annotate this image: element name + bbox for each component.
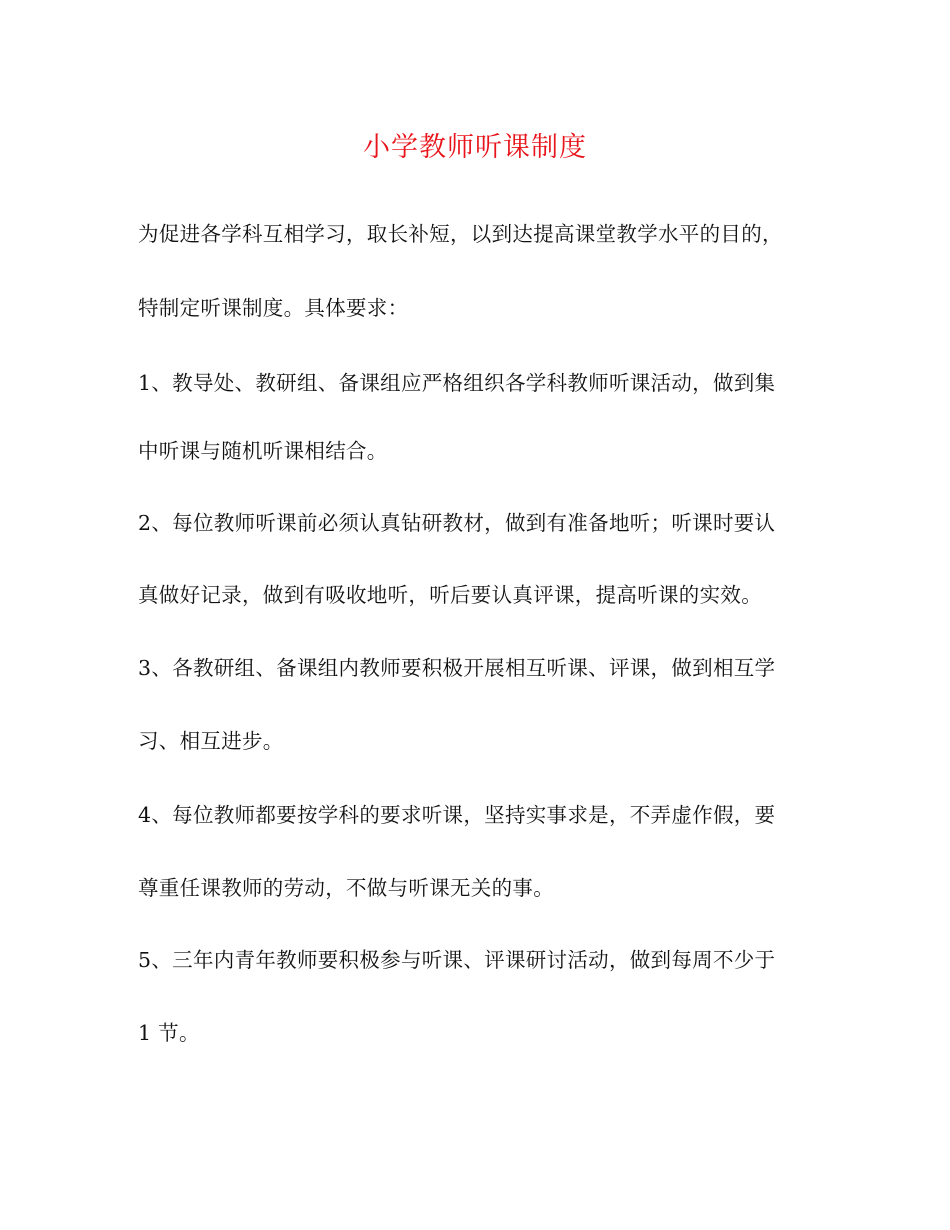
item-4-line-2: 尊重任课教师的劳动，不做与听课无关的事。 [138, 876, 554, 900]
item-3-line-2: 习、相互进步。 [138, 729, 284, 753]
item-2-line-1: 2、每位教师听课前必须认真钻研教材，做到有准备地听；听课时要认 [138, 511, 776, 535]
item-5-line-1: 5、三年内青年教师要积极参与听课、评课研讨活动，做到每周不少于 [138, 948, 776, 972]
item-1-line-2: 中听课与随机听课相结合。 [138, 439, 388, 463]
document-title: 小学教师听课制度 [363, 132, 587, 163]
item-3-line-1: 3、各教研组、备课组内教师要积极开展相互听课、评课，做到相互学 [138, 656, 776, 680]
item-2-line-2: 真做好记录，做到有吸收地听，听后要认真评课，提高听课的实效。 [138, 583, 762, 607]
item-1-line-1: 1、教导处、教研组、备课组应严格组织各学科教师听课活动，做到集 [138, 371, 776, 395]
item-5-line-2: 1 节。 [138, 1021, 200, 1045]
paragraph-intro-line-2: 特制定听课制度。具体要求： [138, 296, 409, 320]
paragraph-intro-line-1: 为促进各学科互相学习，取长补短，以到达提高课堂教学水平的目的， [138, 222, 783, 246]
item-4-line-1: 4、每位教师都要按学科的要求听课，坚持实事求是，不弄虚作假，要 [138, 803, 776, 827]
